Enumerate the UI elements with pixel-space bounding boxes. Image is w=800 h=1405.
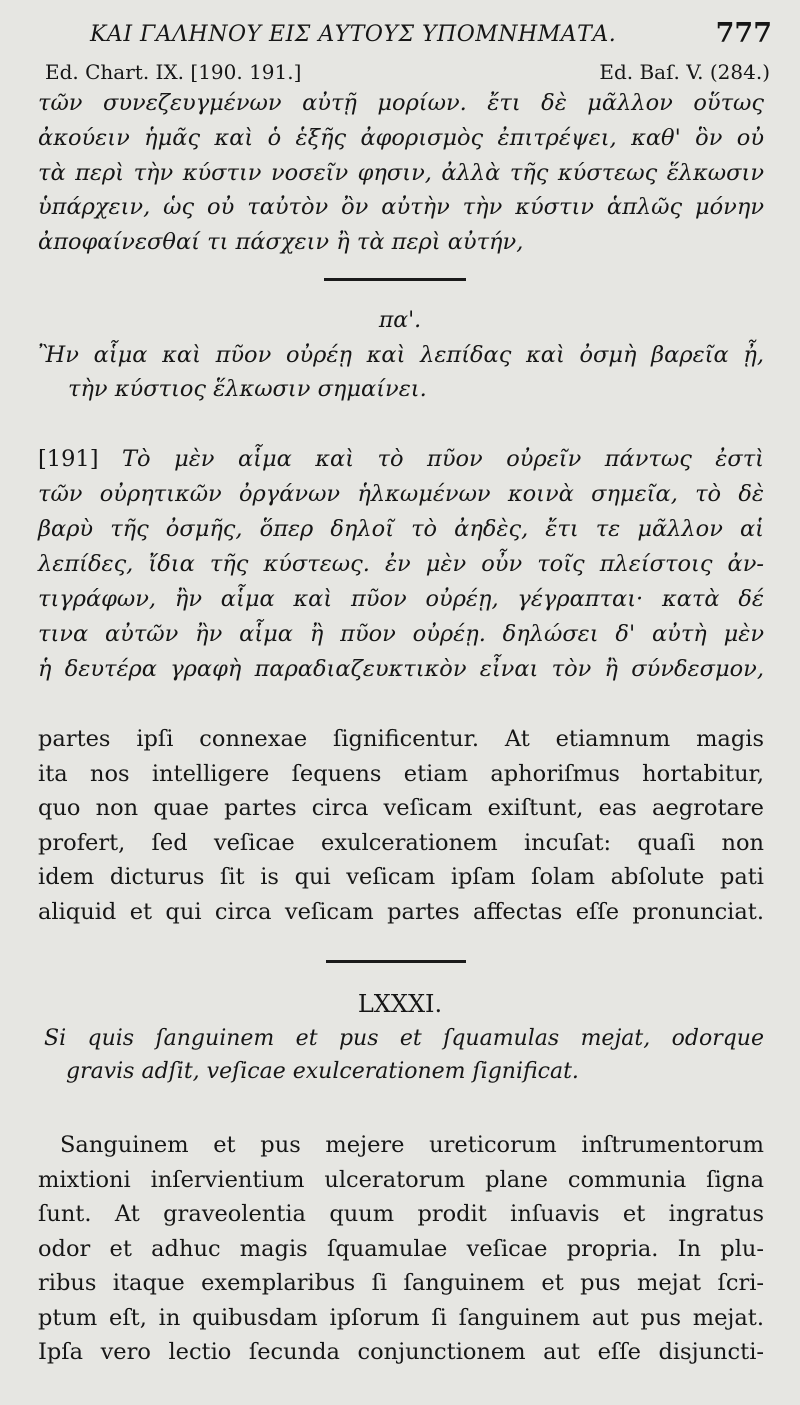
text-line: partes ipſi connexae ſignificentur. At etiamnum magis <box>38 726 764 752</box>
text-line: ἡ δευτέρα γραφὴ παραδιαζευκτικὸν εἶναι τὸν ἢ σύνδεσμον, <box>38 656 764 682</box>
text-line: Sanguinem et pus mejere ureticorum inſtrumentorum <box>60 1132 764 1158</box>
text-line: odor et adhuc magis ſquamulae veſicae propria. In plu- <box>38 1235 764 1262</box>
text-line: τῶν οὐρητικῶν ὀργάνων ἡλκωμένων κοινὰ σημεῖα, τὸ δὲ <box>38 481 764 507</box>
edition-chartier: Ed. Chart. IX. [190. 191.] <box>45 60 302 84</box>
text-line: ſunt. At graveolentia quum prodit inſuavis et ingratus <box>38 1201 764 1227</box>
greek-commentary <box>38 442 764 687</box>
text-line: λεπίδες, ἴδια τῆς κύστεως. ἐν μὲν οὖν τοῖς πλείστοις ἀν- <box>38 551 764 577</box>
aphorism-number-greek: πα'. <box>378 308 422 333</box>
aphorism-latin <box>44 1022 764 1088</box>
text-line: Ipſa vero lectio ſecunda conjunctionem aut eſſe disjuncti- <box>38 1339 764 1365</box>
text-line: aliquid et qui circa veſicam partes affectas eſſe pronunciat. <box>38 898 764 925</box>
text-line: τῶν συνεζευγμένων αὐτῇ μορίων. ἔτι δὲ μᾶλλον οὕτως <box>38 90 764 116</box>
text-line: ribus itaque exemplaribus ſi ſanguinem et pus mejat ſcri- <box>38 1270 764 1296</box>
page-number: 777 <box>715 18 772 49</box>
text-line: βαρὺ τῆς ὀσμῆς, ὅπερ δηλοῖ τὸ ἀηδὲς, ἔτι τε μᾶλλον αἱ <box>38 516 764 542</box>
aphorism-line: gravis adſit, veſicae exulcerationem ſignificat. <box>66 1059 579 1084</box>
aphorism-number-latin: LXXXI. <box>357 990 443 1018</box>
aphorism-greek <box>38 338 764 406</box>
text-line <box>38 442 764 477</box>
latin-translation-continued <box>38 722 764 929</box>
text-line: τιγράφων, ἢν αἷμα καὶ πῦον οὐρέῃ, γέγραπται· κατὰ δέ <box>38 586 764 612</box>
aphorism-line: τὴν κύστιος ἕλκωσιν σημαίνει. <box>68 376 427 402</box>
text-line: idem dicturus ſit is qui veſicam ipſam ſolam abſolute pati <box>38 864 764 890</box>
section-divider <box>326 960 466 963</box>
edition-basel: Ed. Baſ. V. (284.) <box>599 60 770 84</box>
greek-commentary-continued <box>38 86 764 260</box>
section-divider <box>324 278 466 281</box>
text-line: ἀποφαίνεσθαί τι πάσχειν ἢ τὰ περὶ αὐτήν, <box>38 229 524 256</box>
text-line: mixtioni inſervientium ulceratorum plane communia ſigna <box>38 1166 764 1193</box>
text-line: ita nos intelligere ſequens etiam aphoriſmus hortabitur, <box>38 760 764 787</box>
text-line: ptum eſt, in quibusdam ipſorum ſi ſanguinem aut pus mejat. <box>38 1304 764 1331</box>
text-line-content: Τὸ μὲν αἷμα καὶ τὸ πῦον οὐρεῖν πάντως ἐστὶ <box>122 446 764 472</box>
text-line: τινα αὐτῶν ἢν αἷμα ἢ πῦον οὐρέῃ. δηλώσει δ' αὐτὴ μὲν <box>38 621 764 647</box>
edition-page-marker: [191] <box>38 446 99 472</box>
latin-translation <box>38 1128 764 1370</box>
text-line: profert, ſed veſicae exulcerationem incuſat: quaſi non <box>38 829 764 856</box>
aphorism-line: Ἢν αἷμα καὶ πῦον οὐρέῃ καὶ λεπίδας καὶ ὀσμὴ βαρεῖα ᾖ, <box>38 342 764 368</box>
running-head <box>40 18 772 58</box>
text-line: quo non quae partes circa veſicam exiſtunt, eas aegrotare <box>38 795 764 821</box>
text-line: τὰ περὶ τὴν κύστιν νοσεῖν φησιν, ἀλλὰ τῆς κύστεως ἕλκωσιν <box>38 159 764 186</box>
text-line: ὑπάρχειν, ὡς οὐ ταὐτὸν ὂν αὐτὴν τὴν κύστιν ἁπλῶς μόνην <box>38 194 764 221</box>
running-title: ΚΑΙ ΓΑΛΗΝΟΥ ΕΙΣ ΑΥΤΟΥΣ ΥΠΟΜΝΗΜΑΤΑ. <box>90 22 617 47</box>
text-line: ἀκούειν ἡμᾶς καὶ ὁ ἑξῆς ἀφορισμὸς ἐπιτρέψει, καθ' ὃν οὐ <box>38 124 764 151</box>
aphorism-line: Si quis ſanguinem et pus et ſquamulas mejat, odorque <box>44 1026 764 1051</box>
